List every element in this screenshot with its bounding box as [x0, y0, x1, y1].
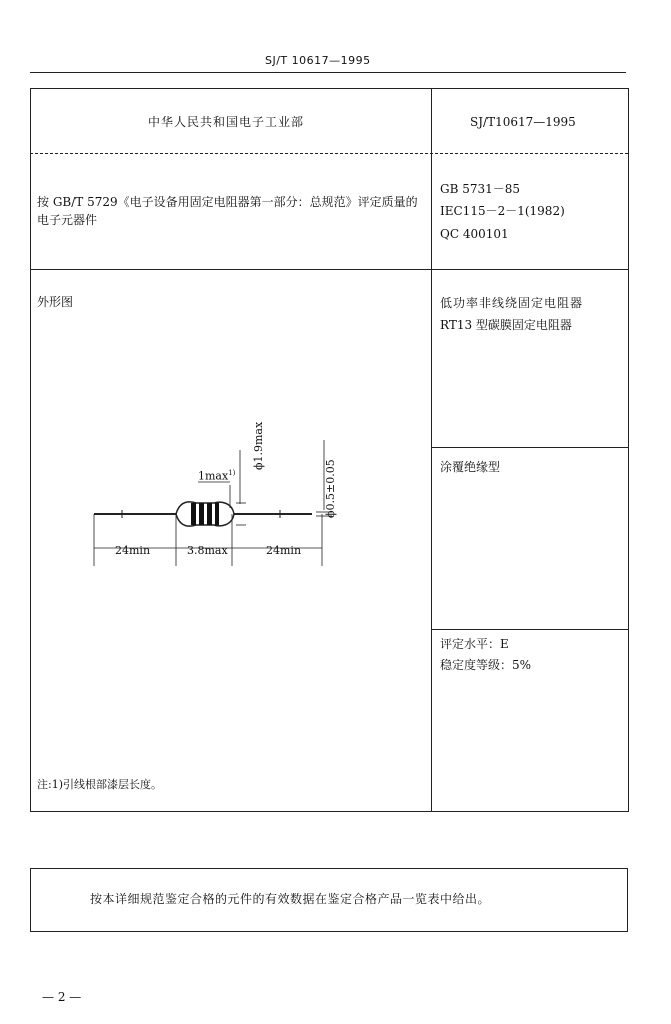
standard-2: IEC115－2－1(1982) — [440, 204, 565, 218]
header-rule — [30, 72, 626, 73]
evaluation-basis: 按 GB/T 5729《电子设备用固定电阻器第一部分：总规范》评定质量的电子元器件 — [37, 195, 418, 227]
stability-grade: 稳定度等级：5% — [440, 658, 532, 672]
dim-left-lead-length: 24min — [115, 544, 151, 557]
color-band-2 — [199, 503, 204, 525]
color-band-1 — [191, 503, 196, 525]
running-header: SJ/T 10617—1995 — [265, 54, 371, 67]
table-column-divider — [431, 88, 432, 811]
table-row-divider-1 — [30, 153, 628, 154]
issuer-name: 中华人民共和国电子工业部 — [148, 115, 305, 129]
product-name-line1: 低功率非线绕固定电阻器 — [440, 296, 584, 310]
dim-lead-root-length — [198, 469, 235, 483]
assessment-level: 评定水平：E — [440, 637, 509, 651]
dim-body-diameter: ϕ1.9max — [252, 421, 265, 470]
standard-3: QC 400101 — [440, 227, 509, 241]
dim-lead-diameter: ϕ0.5±0.05 — [324, 459, 337, 518]
dim-body-length: 3.8max — [187, 544, 228, 557]
table-row-divider-4 — [431, 629, 628, 630]
outline-title: 外形图 — [37, 295, 74, 309]
dim-footnote-ref: 1) — [228, 469, 236, 477]
color-band-4 — [215, 503, 219, 525]
dim-right-lead-length: 24min — [266, 544, 302, 557]
resistor-outline-drawing — [80, 430, 360, 580]
product-name-line2: RT13 型碳膜固定电阻器 — [440, 318, 572, 332]
color-band-3 — [207, 503, 212, 525]
dim-lead-root-length-value: 1max — [198, 469, 229, 483]
table-row-divider-2 — [30, 269, 628, 270]
resistor-body — [176, 502, 234, 526]
standard-1: GB 5731－85 — [440, 182, 521, 196]
table-row-divider-3 — [431, 447, 628, 448]
coating-type: 涂覆绝缘型 — [440, 460, 501, 474]
document-number: SJ/T10617—1995 — [470, 115, 576, 129]
page-number: — 2 — — [42, 990, 82, 1004]
footnote: 注:1)引线根部漆层长度。 — [37, 778, 162, 791]
notice-text: 按本详细规范鉴定合格的元件的有效数据在鉴定合格产品一览表中给出。 — [90, 892, 491, 906]
